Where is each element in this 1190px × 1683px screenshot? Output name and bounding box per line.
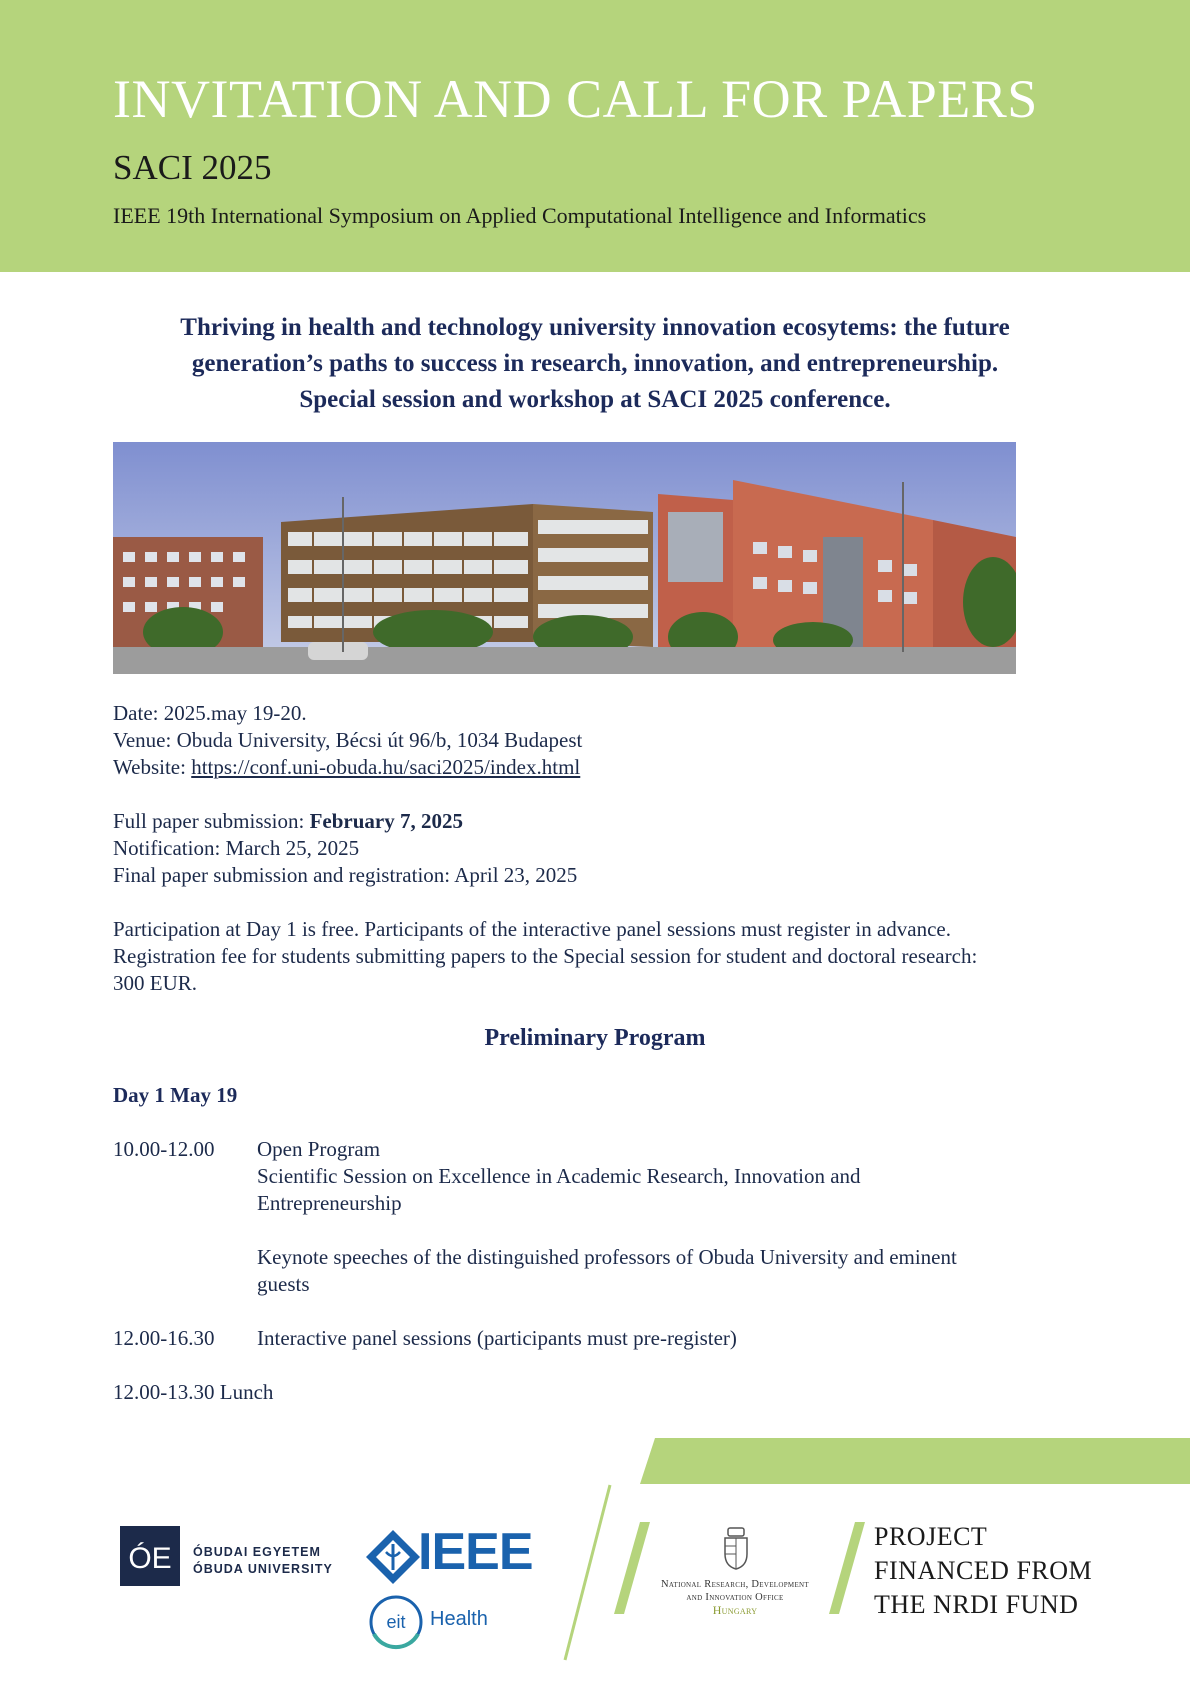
deadlines [113,808,577,889]
campus-buildings-illustration [113,442,1016,674]
program-time: 10.00-12.00 [113,1137,215,1161]
program-line: Keynote speeches of the distinguished professors of Obuda University and eminent [257,1245,957,1269]
obuda-mark: ÓE [128,1542,172,1575]
hungarian-coat-of-arms-icon [722,1526,750,1570]
campus-photo [113,442,1016,674]
obuda-name-en: ÓBUDA UNIVERSITY [193,1562,333,1576]
ieee-diamond-icon [366,1530,420,1584]
session-theme [100,310,1090,418]
website-label: Website: [113,755,192,779]
program-time: 12.00-16.30 [113,1326,215,1350]
nrdi-country: Hungary [712,1603,758,1617]
full-paper-date: February 7, 2025 [309,809,463,833]
obuda-name-hu: ÓBUDAI EGYETEM [193,1545,321,1559]
obuda-name [193,1544,333,1578]
program-title: Preliminary Program [484,1025,706,1051]
notification-date: Notification: March 25, 2025 [113,836,360,860]
participation-line: Registration fee for students submitting papers to the Special session for student and doctoral research: [113,944,978,968]
program-line: Scientific Session on Excellence in Academic Research, Innovation and [257,1164,861,1188]
ieee-logo-text: IEEE [418,1523,533,1581]
participation-line: Participation at Day 1 is free. Participants of the interactive panel sessions must register in advance. [113,917,951,941]
event-details [113,700,582,781]
website-link[interactable]: https://conf.uni-obuda.hu/saci2025/index.html [191,755,581,779]
event-name: SACI 2025 [113,148,272,187]
program-description [257,1136,1117,1298]
theme-line: generation’s paths to success in research, innovation, and entrepreneurship. [191,350,999,377]
participation-info [113,916,977,997]
event-website [113,754,582,781]
final-submission-date: Final paper submission and registration: April 23, 2025 [113,863,578,887]
nrdi-office-name [650,1578,820,1617]
event-subtitle: IEEE 19th International Symposium on Applied Computational Intelligence and Informatics [113,203,927,228]
program-line: Open Program [257,1137,381,1161]
project-funding-note [874,1520,1092,1622]
eit-health-icon [366,1594,430,1652]
program-line: Entrepreneurship [257,1191,402,1215]
project-line: PROJECT [874,1522,988,1551]
nrdi-line: National Research, Development [661,1579,809,1590]
program-description: Interactive panel sessions (participants must pre-register) [257,1326,737,1350]
theme-line: Thriving in health and technology university innovation ecosytems: the future [180,314,1010,341]
participation-line: 300 EUR. [113,971,197,995]
program-line: guests [257,1272,310,1296]
event-venue: Venue: Obuda University, Bécsi út 96/b, 1034 Budapest [113,728,583,752]
page-title: INVITATION AND CALL FOR PAPERS [113,69,1038,129]
full-paper-label: Full paper submission: [113,809,310,833]
program-day: Day 1 May 19 [113,1083,238,1107]
event-date: Date: 2025.may 19-20. [113,701,307,725]
eit-health-text: Health [430,1608,488,1630]
project-line: THE NRDI FUND [874,1590,1079,1619]
nrdi-line: and Innovation Office [686,1592,784,1603]
program-time: 12.00-13.30 Lunch [113,1380,274,1404]
theme-line: Special session and workshop at SACI 2025 conference. [299,386,891,413]
full-paper-deadline [113,808,577,835]
project-line: FINANCED FROM [874,1556,1093,1585]
header-banner [0,0,1190,272]
eit-mark: eit [386,1612,406,1632]
obuda-logo-icon [120,1526,180,1586]
